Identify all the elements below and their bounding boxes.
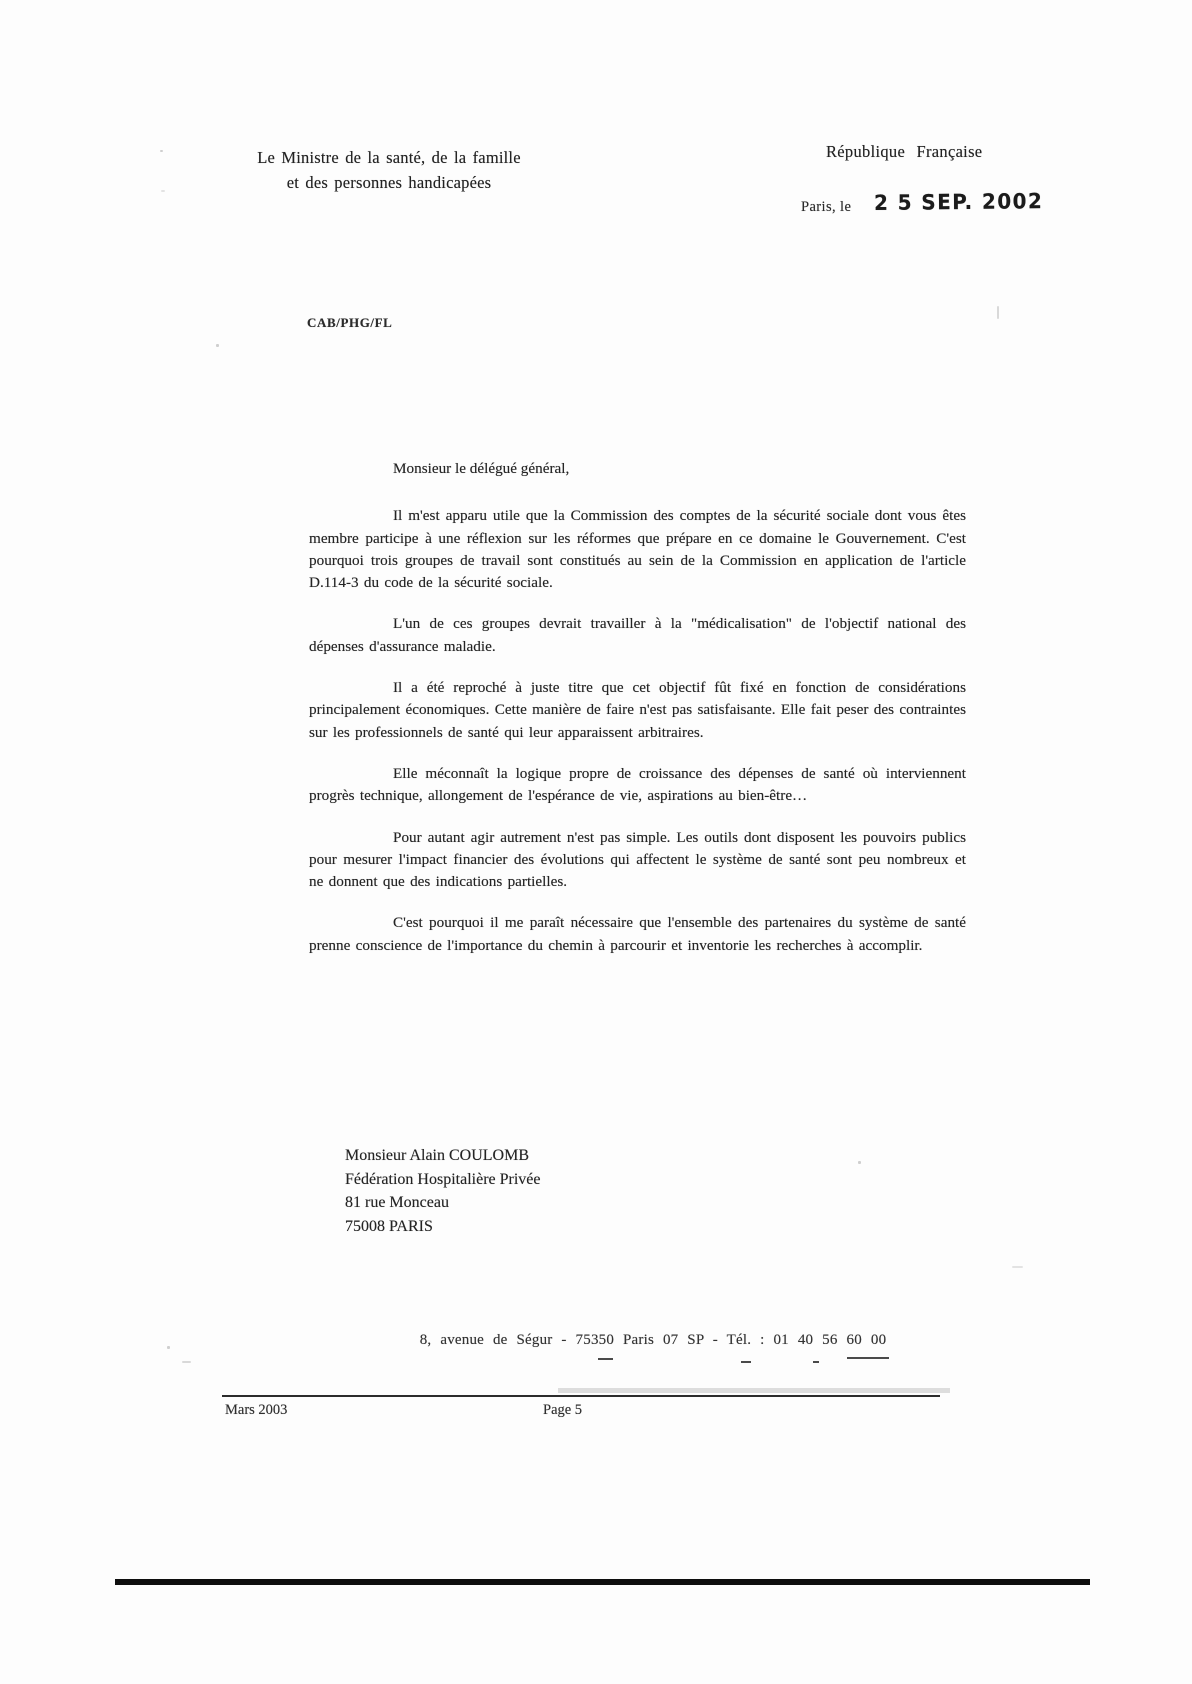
letter-body	[309, 458, 966, 976]
bottom-border-line	[115, 1579, 1090, 1585]
underline-mark	[598, 1358, 613, 1360]
date-stamp: 2 5 SEP. 2002	[873, 189, 1044, 215]
underline-mark	[847, 1357, 889, 1359]
footer-page-number: Page 5	[543, 1402, 583, 1418]
scan-speck	[167, 1346, 170, 1349]
letter-paragraph: Pour autant agir autrement n'est pas simple. Les outils dont disposent les pouvoirs publics pour mesurer l'impact financier des évolutions qui affectent le système de santé sont peu nombreux et ne donnent que des indications partielles.	[309, 828, 966, 891]
underline-mark	[741, 1361, 751, 1363]
letter-paragraph: L'un de ces groupes devrait travailler à la "médicalisation" de l'objectif national des dépenses d'assurance maladie.	[309, 615, 966, 655]
letter-paragraph: Elle méconnaît la logique propre de croissance des dépenses de santé où interviennent progrès technique, allongement de l'espérance de vie, aspirations au bien-être…	[309, 764, 966, 805]
sender-line1: Le Ministre de la santé, de la famille	[257, 148, 521, 167]
ministry-footer-address: 8, avenue de Ségur - 75350 Paris 07 SP - Tél. : 01 40 56 60 00	[419, 1332, 887, 1348]
sender-letterhead	[238, 145, 540, 195]
republique-francaise-heading: République Française	[826, 142, 983, 161]
scan-speck	[182, 1361, 191, 1363]
recipient-address-block	[345, 1144, 541, 1238]
scan-speck	[1012, 1266, 1023, 1268]
place-date-label: Paris, le	[801, 199, 852, 215]
salutation: Monsieur le délégué général,	[393, 460, 570, 477]
underline-mark	[813, 1361, 819, 1363]
recipient-name: Monsieur Alain COULOMB	[345, 1147, 529, 1164]
footer-divider-line	[222, 1395, 940, 1397]
recipient-organization: Fédération Hospitalière Privée	[345, 1170, 541, 1188]
scan-smudge	[558, 1388, 950, 1393]
letter-paragraph: Il m'est apparu utile que la Commission des comptes de la sécurité sociale dont vous êtes membre participe à une réflexion sur les réformes que prépare en ce domaine le Gouvernement. C'est pourquoi trois groupes de travail sont constitués au sein de la Commission en application de l'article D.114-3 du code de la sécurité sociale.	[309, 507, 966, 592]
sender-line2: et des personnes handicapées	[286, 173, 492, 192]
reference-code: CAB/PHG/FL	[307, 315, 393, 330]
scan-speck	[858, 1161, 861, 1164]
scan-speck	[161, 190, 165, 192]
letter-paragraph: Il a été reproché à juste titre que cet objectif fût fixé en fonction de considérations principalement économiques. Cette manière de faire n'est pas satisfaisante. Elle fait peser des contraintes sur les professionnels de santé qui leur apparaissent arbitraires.	[309, 679, 966, 741]
scan-speck	[160, 150, 163, 152]
scan-speck	[216, 344, 219, 347]
letter-paragraph: C'est pourquoi il me paraît nécessaire que l'ensemble des partenaires du système de santé prenne conscience de l'importance du chemin à parcourir et inventorie les recherches à accomplir.	[309, 914, 966, 954]
recipient-street: 81 rue Monceau	[345, 1194, 449, 1211]
recipient-city: 75008 PARIS	[345, 1217, 433, 1235]
scan-speck	[997, 306, 999, 319]
footer-doc-date: Mars 2003	[225, 1402, 288, 1418]
